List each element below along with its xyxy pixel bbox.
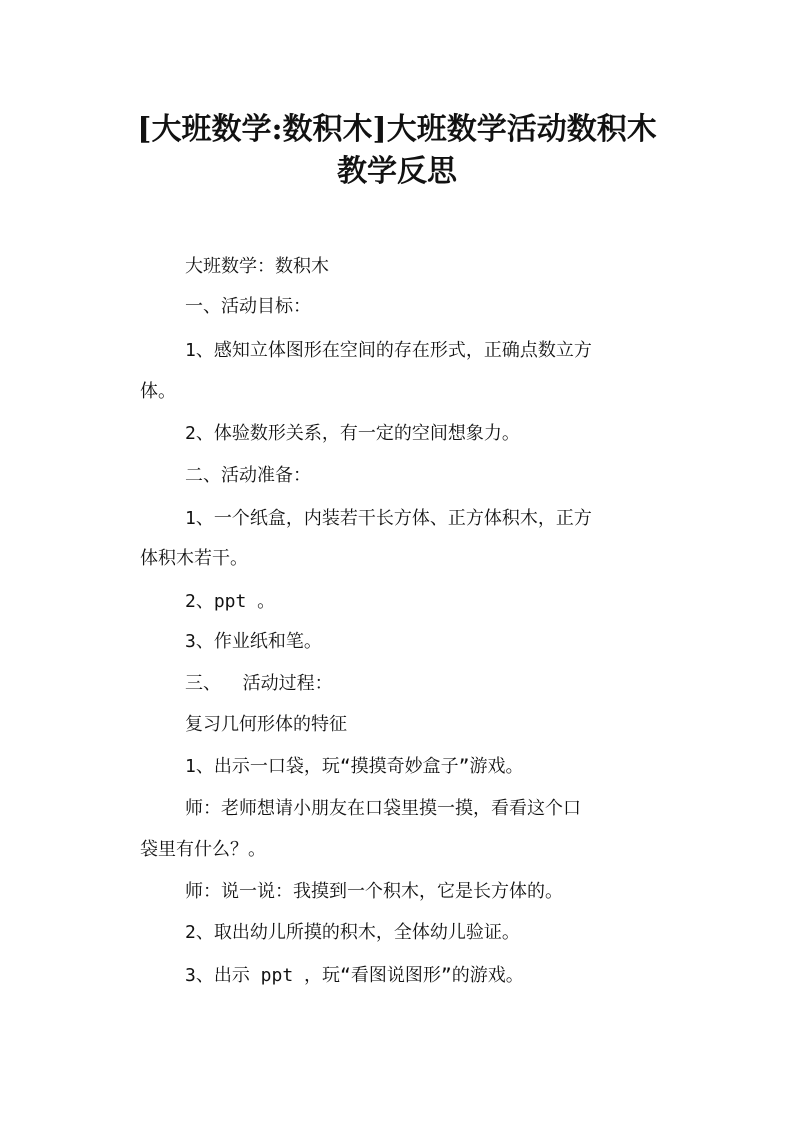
body-line: 师：说一说：我摸到一个积木，它是长方体的。: [185, 881, 563, 902]
body-line: 2、ppt 。: [185, 591, 276, 612]
body-line: 袋里有什么？。: [140, 839, 266, 860]
body-line: 2、取出幼儿所摸的积木，全体幼儿验证。: [185, 922, 520, 943]
body-line: 1、出示一口袋，玩“摸摸奇妙盒子”游戏。: [185, 756, 524, 777]
body-line: 复习几何形体的特征: [185, 714, 347, 735]
body-line: 1、一个纸盒，内装若干长方体、正方体积木，正方: [185, 508, 592, 529]
document-title-line-2: 教学反思: [337, 154, 457, 189]
body-line: 师：老师想请小朋友在口袋里摸一摸，看看这个口: [185, 798, 581, 819]
body-line: 二、活动准备：: [185, 465, 311, 486]
document-title-line-1: [大班数学:数积木]大班数学活动数积木: [137, 112, 657, 147]
body-line: 三、 活动过程：: [185, 673, 333, 694]
body-line: 体积木若干。: [140, 548, 248, 569]
body-line: 体。: [140, 381, 176, 402]
body-line: 大班数学：数积木: [185, 256, 329, 277]
body-line: 2、体验数形关系，有一定的空间想象力。: [185, 423, 520, 444]
body-line: 3、出示 ppt ，玩“看图说图形”的游戏。: [185, 965, 524, 986]
body-line: 1、感知立体图形在空间的存在形式，正确点数立方: [185, 340, 592, 361]
body-line: 一、活动目标：: [185, 296, 311, 317]
body-line: 3、作业纸和笔。: [185, 631, 322, 652]
